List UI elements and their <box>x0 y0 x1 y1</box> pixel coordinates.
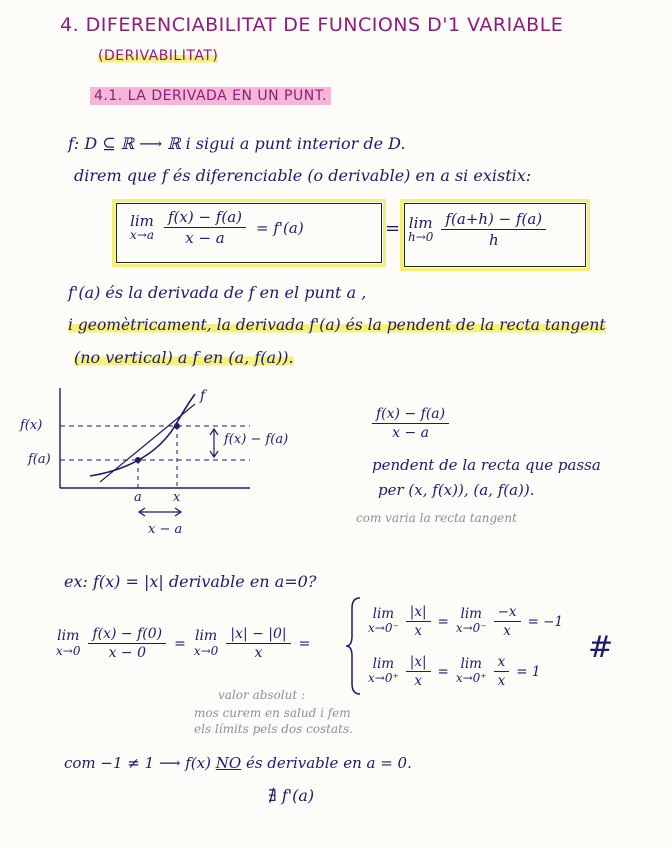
graph-label-dx: x − a <box>148 522 183 537</box>
graph-label-f: f <box>200 388 206 404</box>
slope-quotient <box>372 406 449 441</box>
example-quotient-2 <box>226 626 290 661</box>
left-num-a: |x| <box>406 604 431 622</box>
meaning-line-3 <box>74 348 294 367</box>
left-lim-b <box>456 607 487 635</box>
definition-left <box>130 208 304 247</box>
example-lim-1-sub: x→0 <box>56 643 81 658</box>
graph-label-a: a <box>134 490 142 505</box>
example-prompt: ex: f(x) = |x| derivable en a=0? <box>64 572 317 591</box>
left-num-b: −x <box>494 604 521 622</box>
chapter-subtitle-text: (DERIVABILITAT) <box>98 48 219 64</box>
meaning-line-2-text: i geomètricament, la derivada f'(a) és la pendent de la recta tangent <box>68 316 606 334</box>
chapter-subtitle <box>98 48 218 64</box>
slope-denominator: x − a <box>392 425 429 441</box>
point-x <box>174 423 180 429</box>
right-lim-b <box>456 657 487 685</box>
conclusion-no: NO <box>215 754 242 772</box>
abs-note-line-2: els límits pels dos costats. <box>194 722 353 736</box>
left-lim-a-word: lim <box>372 606 395 623</box>
limit-operator-h <box>408 215 433 245</box>
example-den-2: x <box>254 645 263 661</box>
right-lim-b-word: lim <box>460 656 482 673</box>
left-den-a: x <box>414 623 422 639</box>
lim-word-h: lim <box>408 213 433 232</box>
conclusion-suffix: és derivable en a = 0. <box>245 754 412 772</box>
example-den-1: x − 0 <box>108 645 147 661</box>
right-result: = 1 <box>516 663 541 680</box>
abs-note-line-1: mos curem en salud i fem <box>194 706 351 720</box>
chapter-title: 4. DIFERENCIABILITAT DE FUNCIONS D'1 VARIABLE <box>60 14 564 36</box>
limit-operator <box>130 213 154 243</box>
slope-fraction <box>372 406 449 441</box>
slope-line-2: per (x, f(x)), (a, f(a)). <box>378 481 535 499</box>
difference-quotient <box>164 208 246 247</box>
right-limit-case <box>368 654 540 689</box>
left-lim-a-sub: x→0⁻ <box>368 621 399 636</box>
conclusion-prefix: com −1 ≠ 1 ⟶ f(x) <box>64 754 211 772</box>
slope-note: com varia la recta tangent <box>356 511 517 525</box>
meaning-line-1: f'(a) és la derivada de f en el punt a , <box>68 283 367 302</box>
example-chain <box>56 626 310 661</box>
definition-right <box>408 210 546 249</box>
right-eq: = <box>437 663 449 680</box>
example-quotient-1 <box>88 626 166 661</box>
right-lim-a-sub: x→0⁺ <box>368 671 399 686</box>
meaning-line-3-text: (no vertical) a f en (a, f(a)). <box>74 348 294 367</box>
function-curve <box>90 394 195 476</box>
point-a <box>135 457 141 463</box>
example-eq-2: = <box>298 635 311 652</box>
example-num-2: |x| − |0| <box>226 626 290 644</box>
graph-label-fx: f(x) <box>20 418 43 433</box>
fraction-numerator: f(x) − f(a) <box>164 208 246 228</box>
secant-line <box>100 404 195 482</box>
left-eq: = <box>437 613 449 630</box>
right-num-a: |x| <box>406 654 431 672</box>
left-lim-b-word: lim <box>460 606 482 623</box>
left-lim-a <box>368 607 399 635</box>
example-num-1: f(x) − f(0) <box>88 626 166 644</box>
example-lim-1 <box>56 629 80 658</box>
meaning-line-2 <box>68 316 606 334</box>
left-limit-case <box>368 604 563 639</box>
right-num-b: x <box>494 654 510 672</box>
example-lim-2-sub: x→0 <box>193 643 219 658</box>
intro-line-1: f: D ⊆ ℝ ⟶ ℝ i sigui a punt interior de D. <box>68 134 406 153</box>
equals-derivative: = f'(a) <box>256 218 304 237</box>
fraction-denominator: x − a <box>185 229 225 247</box>
example-eq-1: = <box>174 635 186 652</box>
example-lim-1-word: lim <box>57 628 80 645</box>
section-title <box>90 88 331 104</box>
right-den-a: x <box>414 673 422 689</box>
slope-line-1: pendent de la recta que passa <box>372 456 601 474</box>
example-lim-2 <box>194 629 218 658</box>
example-lim-2-word: lim <box>194 628 218 645</box>
conclusion <box>64 754 412 772</box>
slope-numerator: f(x) − f(a) <box>372 406 449 424</box>
graph-label-x: x <box>173 490 181 505</box>
definition-equals: = <box>385 218 401 239</box>
lim-subscript: x→a <box>130 228 154 243</box>
section-title-text: 4.1. LA DERIVADA EN UN PUNT. <box>90 87 331 105</box>
no-derivative: ∄ f'(a) <box>268 786 315 805</box>
abs-note-title: valor absolut : <box>218 688 306 702</box>
graph-label-fa: f(a) <box>28 452 51 467</box>
fraction-numerator-h: f(a+h) − f(a) <box>441 210 546 230</box>
right-quotient-b <box>494 654 510 689</box>
hash-mark: # <box>588 630 614 665</box>
left-quotient-a <box>406 604 431 639</box>
cases-brace <box>344 596 364 696</box>
left-lim-b-sub: x→0⁻ <box>455 621 487 636</box>
difference-quotient-h <box>441 210 546 249</box>
right-lim-b-sub: x→0⁺ <box>455 671 487 686</box>
left-den-b: x <box>503 623 511 639</box>
right-lim-a <box>368 657 399 685</box>
intro-line-2: direm que f és diferenciable (o derivable) en a si existix: <box>74 166 532 185</box>
lim-word: lim <box>130 211 154 230</box>
left-result: = −1 <box>527 613 564 630</box>
right-quotient-a <box>406 654 431 689</box>
lim-subscript-h: h→0 <box>408 230 434 245</box>
right-den-b: x <box>497 673 506 689</box>
right-lim-a-word: lim <box>372 656 395 673</box>
fraction-denominator-h: h <box>488 231 499 249</box>
left-quotient-b <box>494 604 521 639</box>
graph-label-diff: f(x) − f(a) <box>224 432 289 447</box>
